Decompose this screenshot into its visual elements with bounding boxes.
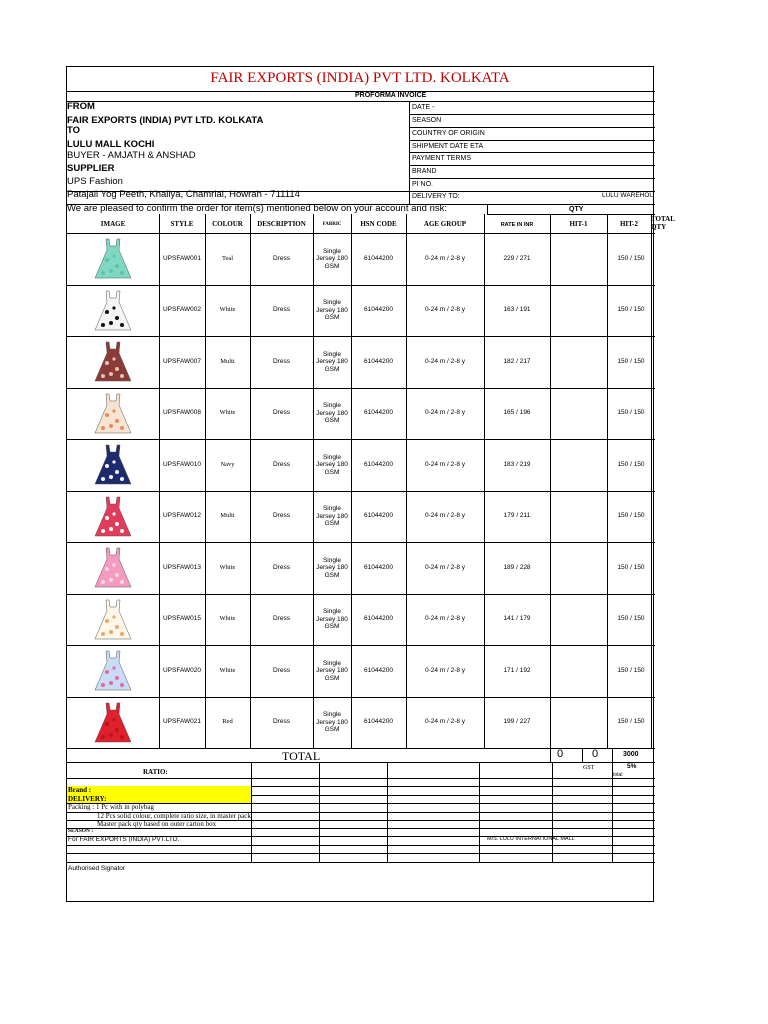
row-colour: Navy [220, 460, 235, 468]
grid-line-v [552, 762, 553, 862]
row-colour: White [219, 666, 236, 674]
dress-image-blue-floral-dress [91, 648, 135, 694]
row-fabric: Single Jersey 180 GSM [316, 505, 348, 528]
row-fabric: Single Jersey 180 GSM [316, 659, 348, 682]
grid-line-v [406, 214, 407, 748]
row-rate: 183 / 219 [503, 460, 531, 468]
row-total-qty: 150 / 150 [617, 718, 645, 726]
total-hit2: 0 [592, 748, 599, 760]
dress-image-white-floral-dress [91, 391, 135, 437]
grid-line-h [67, 439, 655, 440]
row-description: Dress [273, 357, 290, 365]
row-style: UPSFAW012 [162, 512, 202, 520]
row-description: Dress [273, 718, 290, 726]
dress-image-navy-dress [91, 442, 135, 488]
row-total-qty: 150 / 150 [617, 460, 645, 468]
grid-line-h [67, 285, 655, 286]
header-right-label: BRAND [412, 168, 437, 175]
total-small: total [613, 772, 623, 778]
row-hsn: 61044200 [364, 512, 393, 520]
header-right-label: SEASON [412, 117, 442, 124]
grid-line-h [67, 491, 655, 492]
row-fabric: Single Jersey 180 GSM [316, 350, 348, 373]
grid-line-h [67, 101, 655, 102]
proforma-label: PROFORMA INVOICE [355, 92, 427, 99]
row-hsn: 61044200 [364, 409, 393, 417]
header-right-label: DELIVERY TO: [412, 193, 460, 200]
row-age: 0-24 m / 2-8 y [424, 357, 466, 365]
grid-line-v [550, 214, 551, 748]
dress-image-pink-floral-dress [91, 545, 135, 591]
row-hsn: 61044200 [364, 615, 393, 623]
row-fabric: Single Jersey 180 GSM [316, 608, 348, 631]
header-left-line: SUPPLIER [67, 163, 115, 174]
row-total-qty: 150 / 150 [617, 254, 645, 262]
row-age: 0-24 m / 2-8 y [424, 718, 466, 726]
grid-line-v [550, 748, 551, 762]
row-total-qty: 150 / 150 [617, 357, 645, 365]
row-rate: 171 / 192 [503, 666, 531, 674]
grid-line-h [409, 178, 655, 179]
row-colour: Multi [220, 357, 235, 365]
authorised-signatory: Authorised Signator [68, 865, 126, 872]
row-colour: White [219, 409, 236, 417]
header-left-line: BUYER - AMJATH & ANSHAD [67, 150, 196, 161]
proforma-invoice-sheet [66, 66, 675, 902]
row-total-qty: 150 / 150 [617, 666, 645, 674]
header-left-line: UPS Fashion [67, 176, 123, 187]
grid-line-h [67, 853, 655, 854]
total-hit1: 0 [557, 748, 564, 760]
grid-line-h [67, 803, 655, 804]
gst-label: GST [583, 765, 595, 771]
row-style: UPSFAW015 [162, 615, 202, 623]
header-left-line: TO [67, 125, 81, 136]
ms-lulu: M/S. LULU INTERNATIONAL MALL [487, 836, 575, 842]
row-description: Dress [273, 615, 290, 623]
grid-line-v [205, 214, 206, 748]
grid-line-v [487, 204, 488, 214]
grid-line-h [67, 388, 655, 389]
grid-line-v [387, 762, 388, 862]
row-total-qty: 150 / 150 [617, 563, 645, 571]
header-right-label: DATE - [412, 104, 435, 111]
grid-line-h [67, 645, 655, 646]
row-age: 0-24 m / 2-8 y [424, 666, 466, 674]
row-hsn: 61044200 [364, 357, 393, 365]
row-description: Dress [273, 666, 290, 674]
total-label: TOTAL [282, 749, 321, 763]
row-colour: White [219, 615, 236, 623]
row-style: UPSFAW007 [162, 357, 202, 365]
grid-line-h [67, 845, 655, 846]
season-label: SEASON : [68, 828, 94, 834]
dress-image-multi-floral-dress [91, 339, 135, 385]
row-description: Dress [273, 306, 290, 314]
header-left-line: LULU MALL KOCHI [67, 139, 155, 150]
column-header-rate: RATE IN INR [500, 222, 534, 228]
grid-line-h [67, 762, 655, 763]
grid-line-h [67, 862, 655, 863]
row-style: UPSFAW020 [162, 666, 202, 674]
row-fabric: Single Jersey 180 GSM [316, 453, 348, 476]
dress-image-teal-dress [91, 236, 135, 282]
grid-line-v [607, 214, 608, 748]
column-header-age: AGE GROUP [423, 220, 467, 228]
grid-line-h [409, 114, 655, 115]
grid-line-h [67, 828, 655, 829]
row-style: UPSFAW013 [162, 563, 202, 571]
row-colour: White [219, 306, 236, 314]
grid-line-v [251, 762, 252, 862]
column-header-image: IMAGE [100, 220, 126, 228]
delivery-to-value: LULU WAREHOU [602, 192, 655, 199]
row-total-qty: 150 / 150 [617, 512, 645, 520]
row-description: Dress [273, 254, 290, 262]
brand-label: Brand : [68, 786, 92, 794]
row-fabric: Single Jersey 180 GSM [316, 711, 348, 734]
grid-line-h [67, 542, 655, 543]
row-rate: 141 / 179 [503, 615, 531, 623]
column-header-description: DESCRIPTION [257, 220, 306, 228]
delivery-label: DELIVERY: [68, 795, 107, 803]
row-age: 0-24 m / 2-8 y [424, 615, 466, 623]
grid-line-h [67, 748, 655, 749]
grid-line-v [651, 214, 652, 748]
row-age: 0-24 m / 2-8 y [424, 409, 466, 417]
row-hsn: 61044200 [364, 666, 393, 674]
header-right-label: COUNTRY OF ORIGIN [412, 130, 485, 137]
header-left-line: FAIR EXPORTS (INDIA) PVT LTD. KOLKATA [67, 115, 264, 126]
total-qty-value: 3000 [623, 751, 639, 758]
row-age: 0-24 m / 2-8 y [424, 512, 466, 520]
grid-line-h [67, 594, 655, 595]
grid-line-v [612, 748, 613, 762]
row-fabric: Single Jersey 180 GSM [316, 247, 348, 270]
packing-line-1: Packing : 1 Pc with in polybag [68, 803, 154, 811]
row-hsn: 61044200 [364, 254, 393, 262]
confirm-text: We are pleased to confirm the order for item(s) mentioned below on your account and risk: [67, 203, 448, 214]
grid-line-h [409, 127, 655, 128]
row-rate: 182 / 217 [503, 357, 531, 365]
qty-label: QTY [569, 206, 584, 213]
row-rate: 229 / 271 [503, 254, 531, 262]
for-company: For FAIR EXPORTS (INDIA) PVT.LTD. [68, 836, 180, 843]
header-right-label: PAYMENT TERMS [412, 155, 471, 162]
grid-line-h [487, 214, 655, 215]
row-colour: White [219, 563, 236, 571]
row-age: 0-24 m / 2-8 y [424, 254, 466, 262]
grid-line-v [250, 214, 251, 748]
row-fabric: Single Jersey 180 GSM [316, 299, 348, 322]
column-header-total_qty: TOTAL QTY [651, 215, 675, 231]
column-header-fabric: FABRIC [322, 222, 342, 227]
row-hsn: 61044200 [364, 460, 393, 468]
row-style: UPSFAW008 [162, 409, 202, 417]
row-rate: 199 / 227 [503, 718, 531, 726]
row-age: 0-24 m / 2-8 y [424, 460, 466, 468]
row-description: Dress [273, 460, 290, 468]
gst-value: 5% [627, 763, 637, 770]
grid-line-v [351, 214, 352, 748]
grid-line-v [479, 762, 480, 862]
grid-line-h [67, 778, 655, 779]
row-rate: 179 / 211 [503, 512, 531, 520]
column-header-hit1: HIT-1 [569, 220, 588, 228]
grid-line-h [67, 336, 655, 337]
dress-image-striped-dress [91, 494, 135, 540]
row-hsn: 61044200 [364, 718, 393, 726]
column-header-hsn: HSN CODE [360, 220, 397, 228]
row-total-qty: 150 / 150 [617, 615, 645, 623]
packing-line-3: Master pack qty based on outer carton box [97, 820, 217, 828]
grid-line-h [67, 233, 655, 234]
row-age: 0-24 m / 2-8 y [424, 306, 466, 314]
header-right-label: SHIPMENT DATE ETA [412, 143, 484, 150]
header-left-line: FROM [67, 101, 95, 112]
column-header-colour: COLOUR [212, 220, 243, 228]
header-right-label: PI NO. [412, 181, 434, 188]
grid-line-v [313, 214, 314, 748]
row-age: 0-24 m / 2-8 y [424, 563, 466, 571]
grid-line-h [67, 697, 655, 698]
row-hsn: 61044200 [364, 563, 393, 571]
grid-line-h [409, 140, 655, 141]
row-colour: Teal [221, 254, 234, 262]
row-fabric: Single Jersey 180 GSM [316, 556, 348, 579]
grid-line-v [484, 214, 485, 748]
row-rate: 165 / 196 [503, 409, 531, 417]
row-style: UPSFAW010 [162, 460, 202, 468]
row-style: UPSFAW001 [162, 254, 202, 262]
ratio-label: RATIO: [143, 768, 168, 776]
grid-line-h [409, 165, 655, 166]
header-left-line: Patajali Yog Peeth, Khaliya, Chamrial, Howrah - 711114 [67, 189, 300, 200]
row-style: UPSFAW021 [162, 718, 202, 726]
company-title: FAIR EXPORTS (INDIA) PVT LTD. KOLKATA [210, 70, 510, 86]
row-total-qty: 150 / 150 [617, 409, 645, 417]
row-colour: Red [222, 718, 233, 726]
row-fabric: Single Jersey 180 GSM [316, 402, 348, 425]
grid-line-h [67, 191, 409, 192]
row-style: UPSFAW002 [162, 306, 202, 314]
row-rate: 189 / 228 [503, 563, 531, 571]
grid-line-h [409, 152, 655, 153]
grid-line-h [409, 191, 655, 192]
row-rate: 163 / 191 [503, 306, 531, 314]
column-header-hit2: HIT-2 [619, 220, 639, 228]
row-colour: Multi [220, 512, 235, 520]
dress-image-white-heart-dress [91, 288, 135, 334]
dress-image-red-dress [91, 700, 135, 746]
row-description: Dress [273, 563, 290, 571]
row-description: Dress [273, 409, 290, 417]
dress-image-white-print-dress [91, 597, 135, 643]
row-total-qty: 150 / 150 [617, 306, 645, 314]
row-hsn: 61044200 [364, 306, 393, 314]
grid-line-v [582, 748, 583, 762]
row-description: Dress [273, 512, 290, 520]
grid-line-v [159, 214, 160, 748]
packing-line-2: 12 Pcs solid colour, complete ratio size, in master pack [97, 812, 251, 820]
column-header-style: STYLE [170, 220, 194, 228]
grid-line-v [319, 762, 320, 862]
